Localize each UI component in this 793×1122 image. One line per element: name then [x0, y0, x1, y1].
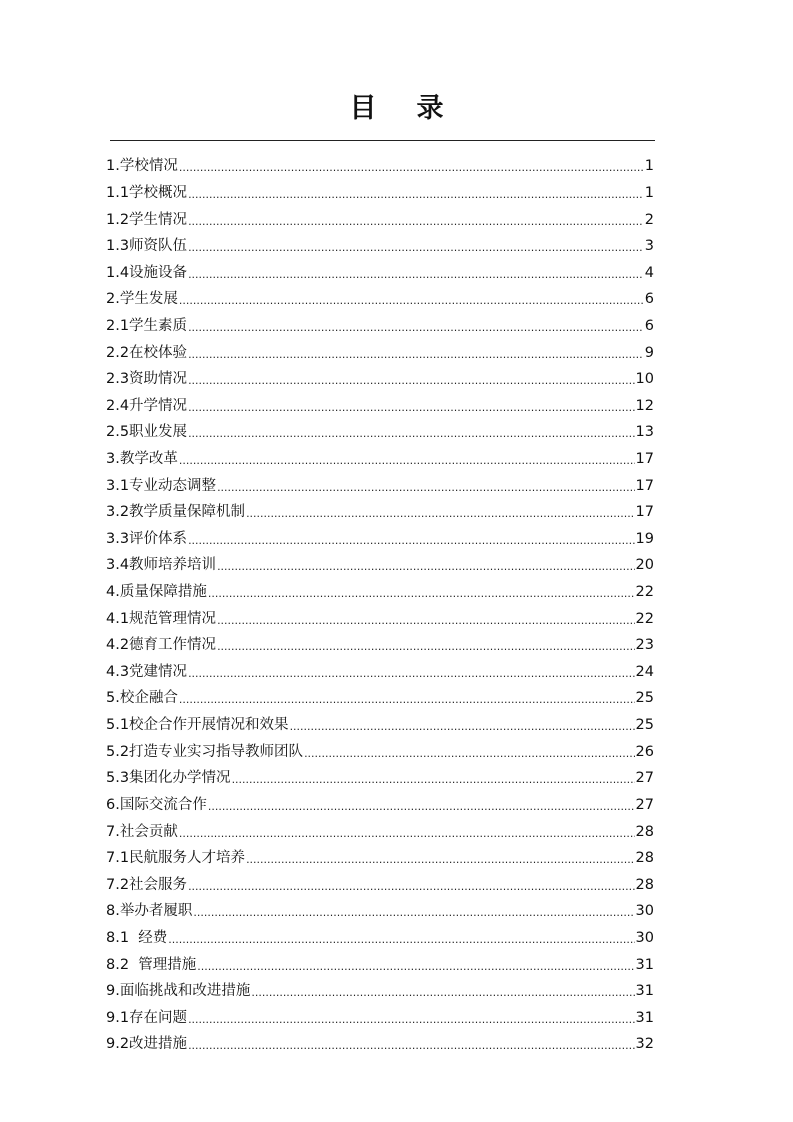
toc-leader-dots: [193, 900, 634, 926]
toc-leader-dots: [304, 741, 634, 767]
toc-leader-dots: [246, 847, 634, 873]
toc-entry-label: 7.1民航服务人才培养: [106, 850, 246, 867]
toc-entry-label: 2.5职业发展: [106, 424, 188, 441]
toc-entry[interactable]: [106, 871, 654, 898]
toc-entry-label: 1.1学校概况: [106, 184, 188, 201]
toc-entry-page-number: 1: [644, 158, 654, 175]
toc-entry-label: 4.3党建情况: [106, 663, 188, 680]
toc-entry[interactable]: [106, 659, 654, 686]
toc-entry[interactable]: [106, 233, 654, 260]
toc-entry-page-number: 20: [635, 557, 654, 574]
toc-entry[interactable]: [106, 765, 654, 792]
toc-leader-dots: [179, 687, 635, 713]
toc-entry-page-number: 22: [635, 584, 654, 601]
toc-entry-page-number: 12: [635, 397, 654, 414]
toc-entry-label: 3.2教学质量保障机制: [106, 504, 246, 521]
toc-entry-page-number: 3: [644, 238, 654, 255]
toc-entry-page-number: 31: [635, 1009, 654, 1026]
toc-entry-label: 8.2 管理措施: [106, 956, 197, 973]
toc-entry[interactable]: [106, 366, 654, 393]
toc-entry[interactable]: [106, 552, 654, 579]
toc-entry[interactable]: [106, 632, 654, 659]
toc-entry-page-number: 6: [644, 317, 654, 334]
toc-leader-dots: [188, 528, 634, 554]
toc-entry-page-number: 32: [635, 1036, 654, 1053]
toc-entry-page-number: 28: [635, 876, 654, 893]
toc-entry-label: 2.2在校体验: [106, 344, 188, 361]
toc-entry-page-number: 31: [635, 956, 654, 973]
page-title-char-1: 目: [349, 93, 377, 124]
toc-entry-label: 3.教学改革: [106, 451, 178, 467]
toc-entry[interactable]: [106, 259, 654, 286]
toc-entry-page-number: 4: [644, 264, 654, 281]
toc-entry-label: 8.1 经费: [106, 929, 168, 946]
page-title-char-2: 录: [416, 93, 444, 124]
toc-leader-dots: [188, 1007, 634, 1033]
toc-entry-label: 3.3评价体系: [106, 530, 188, 547]
toc-entry[interactable]: [106, 712, 654, 739]
toc-entry[interactable]: [106, 925, 654, 952]
toc-entry-label: 9.1存在问题: [106, 1009, 188, 1026]
toc-entry-page-number: 6: [644, 291, 654, 308]
toc-entry-label: 2.4升学情况: [106, 397, 188, 414]
toc-entry-page-number: 26: [635, 743, 654, 760]
toc-leader-dots: [188, 421, 634, 447]
toc-leader-dots: [179, 155, 643, 181]
toc-entry-label: 5.3集团化办学情况: [106, 770, 231, 787]
toc-entry-label: 3.4教师培养培训: [106, 557, 217, 574]
toc-entry-page-number: 17: [635, 477, 654, 494]
toc-entry-page-number: 31: [635, 983, 654, 1000]
toc-entry[interactable]: [106, 845, 654, 872]
toc-leader-dots: [179, 448, 635, 474]
toc-entry[interactable]: [106, 1031, 654, 1058]
toc-leader-dots: [188, 395, 634, 421]
toc-entry-page-number: 27: [635, 796, 654, 813]
toc-entry-label: 2.3资助情况: [106, 371, 188, 388]
toc-entry-label: 1.学校情况: [106, 158, 178, 175]
toc-entry[interactable]: [106, 898, 654, 925]
toc-entry-label: 8.举办者履职: [106, 903, 193, 920]
toc-entry-page-number: 30: [635, 903, 654, 920]
toc-entry-label: 4.质量保障措施: [106, 584, 207, 601]
toc-entry[interactable]: [106, 978, 654, 1005]
toc-entry[interactable]: [106, 206, 654, 233]
toc-entry[interactable]: [106, 392, 654, 419]
toc-leader-dots: [197, 954, 634, 980]
toc-leader-dots: [232, 767, 635, 793]
toc-leader-dots: [168, 927, 634, 953]
page-title: [0, 86, 793, 125]
toc-leader-dots: [188, 661, 634, 687]
toc-entry-label: 4.2德育工作情况: [106, 637, 217, 654]
toc-entry-page-number: 28: [635, 823, 654, 840]
toc-entry-page-number: 27: [635, 770, 654, 787]
toc-entry[interactable]: [106, 526, 654, 553]
toc-entry-page-number: 30: [635, 929, 654, 946]
toc-entry-page-number: 22: [635, 610, 654, 627]
toc-entry-label: 1.2学生情况: [106, 211, 188, 228]
toc-entry-label: 1.3师资队伍: [106, 238, 188, 255]
toc-entry-label: 2.学生发展: [106, 291, 178, 308]
toc-entry-label: 9.2改进措施: [106, 1036, 188, 1053]
toc-entry-label: 9.面临挑战和改进措施: [106, 983, 251, 1000]
toc-leader-dots: [208, 794, 635, 820]
toc-entry-label: 7.社会贡献: [106, 823, 178, 840]
toc-leader-dots: [217, 634, 634, 660]
toc-entry-label: 6.国际交流合作: [106, 796, 207, 813]
toc-leader-dots: [290, 714, 635, 740]
toc-entry[interactable]: [106, 792, 654, 819]
toc-entry[interactable]: [106, 446, 654, 473]
title-divider: [110, 140, 655, 141]
toc-entry-label: 3.1专业动态调整: [106, 477, 217, 494]
toc-entry-label: 5.1校企合作开展情况和效果: [106, 717, 289, 734]
toc-leader-dots: [179, 821, 635, 847]
toc-leader-dots: [217, 608, 634, 634]
toc-entry-page-number: 17: [635, 451, 654, 467]
toc-leader-dots: [188, 235, 643, 261]
toc-leader-dots: [217, 554, 634, 580]
toc-entry[interactable]: [106, 472, 654, 499]
toc-entry-page-number: 10: [635, 371, 654, 388]
toc-entry[interactable]: [106, 579, 654, 606]
toc-entry-page-number: 19: [635, 530, 654, 547]
toc-entry-page-number: 24: [635, 663, 654, 680]
toc-entry[interactable]: [106, 685, 654, 712]
toc-entry[interactable]: [106, 738, 654, 765]
toc-leader-dots: [188, 874, 634, 900]
toc-entry[interactable]: [106, 153, 654, 180]
toc-leader-dots: [188, 315, 643, 341]
toc-entry-page-number: 9: [644, 344, 654, 361]
toc-entry[interactable]: [106, 605, 654, 632]
toc-leader-dots: [217, 475, 634, 501]
toc-entry-page-number: 28: [635, 850, 654, 867]
toc-entry[interactable]: [106, 951, 654, 978]
toc-entry[interactable]: [106, 818, 654, 845]
toc-entry[interactable]: [106, 286, 654, 313]
toc-entry-label: 7.2社会服务: [106, 876, 188, 893]
toc-leader-dots: [246, 501, 634, 527]
toc-leader-dots: [188, 209, 643, 235]
toc-entry-page-number: 17: [635, 504, 654, 521]
toc-entry-label: 5.校企融合: [106, 690, 178, 707]
toc-entry[interactable]: [106, 180, 654, 207]
toc-entry-page-number: 23: [635, 637, 654, 654]
toc-entry[interactable]: [106, 499, 654, 526]
toc-leader-dots: [251, 980, 634, 1006]
toc-entry-page-number: 25: [635, 690, 654, 707]
toc-leader-dots: [188, 262, 643, 288]
toc-leader-dots: [179, 288, 643, 314]
toc-leader-dots: [188, 368, 634, 394]
toc-leader-dots: [188, 182, 643, 208]
toc-entry-page-number: 13: [635, 424, 654, 441]
toc-entry-label: 2.1学生素质: [106, 317, 188, 334]
toc-entry-page-number: 1: [644, 184, 654, 201]
toc-entry-label: 4.1规范管理情况: [106, 610, 217, 627]
toc-entry-page-number: 2: [644, 211, 654, 228]
table-of-contents: [106, 153, 654, 1058]
toc-entry-label: 1.4设施设备: [106, 264, 188, 281]
toc-entry[interactable]: [106, 313, 654, 340]
toc-entry[interactable]: [106, 1005, 654, 1032]
toc-entry[interactable]: [106, 419, 654, 446]
toc-leader-dots: [188, 342, 643, 368]
toc-entry[interactable]: [106, 339, 654, 366]
toc-leader-dots: [208, 581, 635, 607]
toc-entry-page-number: 25: [635, 717, 654, 734]
toc-leader-dots: [188, 1033, 634, 1059]
toc-entry-label: 5.2打造专业实习指导教师团队: [106, 743, 304, 760]
